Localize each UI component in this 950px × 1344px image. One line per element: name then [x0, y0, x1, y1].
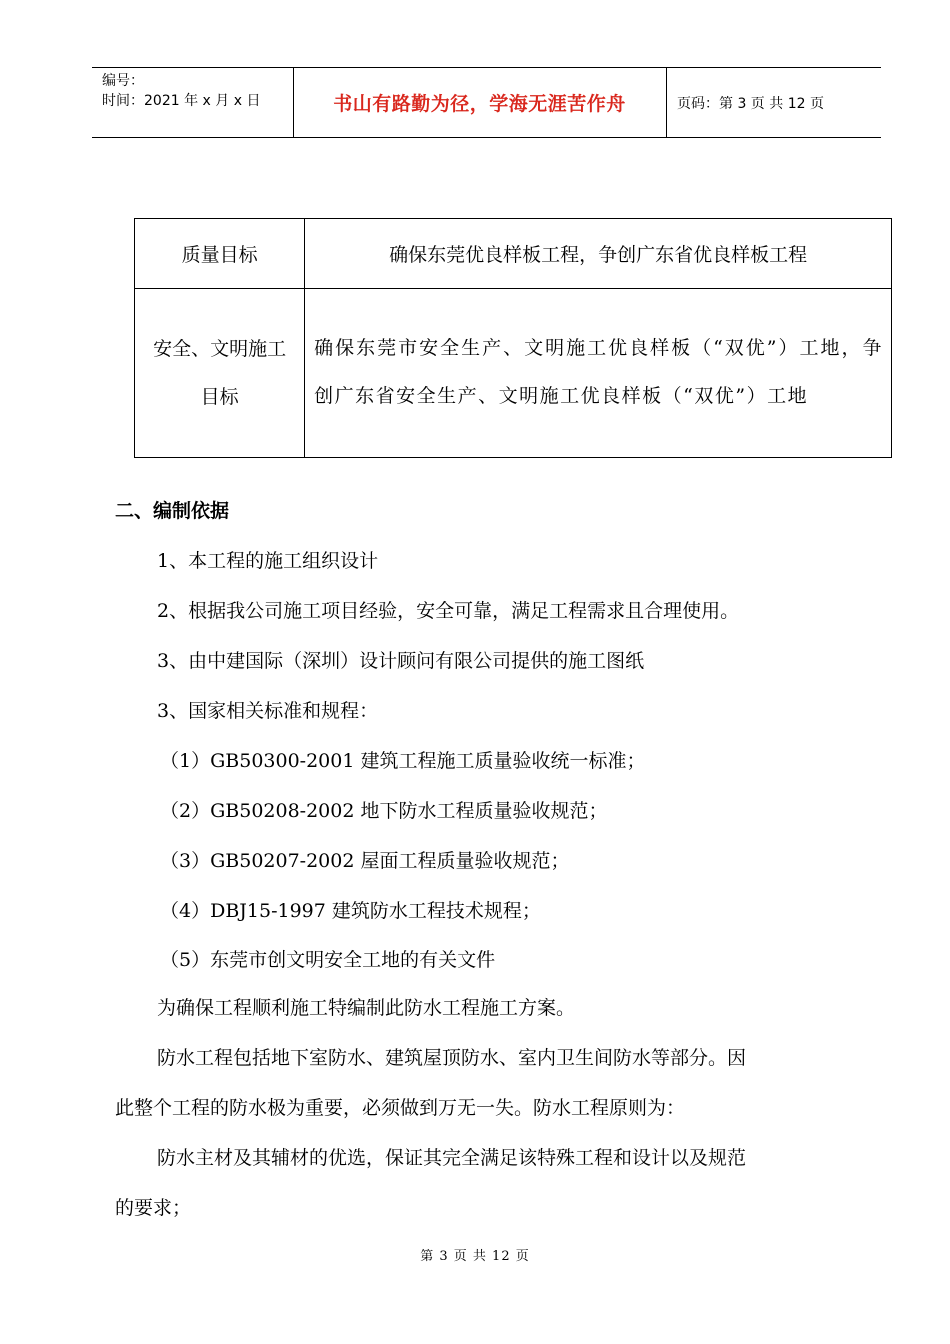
- standard-item-1: （1）GB50300-2001 建筑工程施工质量验收统一标准；: [160, 750, 646, 772]
- basis-item-1: 1、本工程的施工组织设计: [157, 550, 379, 572]
- basis-item-4: 3、国家相关标准和规程：: [157, 700, 379, 722]
- table-row: [135, 219, 892, 289]
- table-row: [135, 289, 892, 458]
- paragraph-2-line-2: 的要求；: [115, 1197, 192, 1219]
- paragraph-2-line-1: 防水主材及其辅材的优选，保证其完全满足该特殊工程和设计以及规范: [157, 1147, 747, 1169]
- page-header: [92, 67, 881, 138]
- standard-item-4: （4）DBJ15-1997 建筑防水工程技术规程；: [160, 900, 541, 922]
- header-motto-cell: [293, 68, 667, 137]
- safety-goal-label-line1: 安全、文明施工: [153, 338, 287, 360]
- standard-item-5: （5）东莞市创文明安全工地的有关文件: [160, 949, 496, 971]
- page-footer: 第 3 页 共 12 页: [420, 1249, 530, 1264]
- header-page-cell: [667, 68, 881, 137]
- standard-item-3: （3）GB50207-2002 屋面工程质量验收规范；: [160, 850, 570, 872]
- header-page-info: 页码：第 3 页 共 12 页: [677, 95, 824, 112]
- goals-table: [134, 218, 892, 458]
- safety-goal-label-cell: [135, 289, 305, 458]
- basis-item-3: 3、由中建国际（深圳）设计顾问有限公司提供的施工图纸: [157, 650, 645, 672]
- header-motto: 书山有路勤为径，学海无涯苦作舟: [333, 93, 626, 115]
- standard-item-2: （2）GB50208-2002 地下防水工程质量验收规范；: [160, 800, 608, 822]
- paragraph-1-line-2: 此整个工程的防水极为重要，必须做到万无一失。防水工程原则为：: [115, 1097, 686, 1119]
- quality-goal-label: 质量目标: [135, 219, 305, 289]
- header-meta-cell: [92, 68, 294, 137]
- quality-goal-value: 确保东莞优良样板工程，争创广东省优良样板工程: [305, 219, 892, 289]
- serial-number-label: 编号：: [102, 73, 144, 89]
- time-label: 时间：2021 年 x 月 x 日: [102, 93, 261, 109]
- basis-item-2: 2、根据我公司施工项目经验，安全可靠，满足工程需求且合理使用。: [157, 600, 740, 622]
- section-title: 二、编制依据: [115, 500, 230, 522]
- safety-goal-value: 确保东莞市安全生产、文明施工优良样板（“双优”）工地，争创广东省安全生产、文明施工优良样板（“双优”）工地: [305, 289, 892, 458]
- statement-text: 为确保工程顺利施工特编制此防水工程施工方案。: [157, 997, 576, 1019]
- safety-goal-label-line2: 目标: [200, 386, 239, 408]
- paragraph-1-line-1: 防水工程包括地下室防水、建筑屋顶防水、室内卫生间防水等部分。因: [157, 1047, 747, 1069]
